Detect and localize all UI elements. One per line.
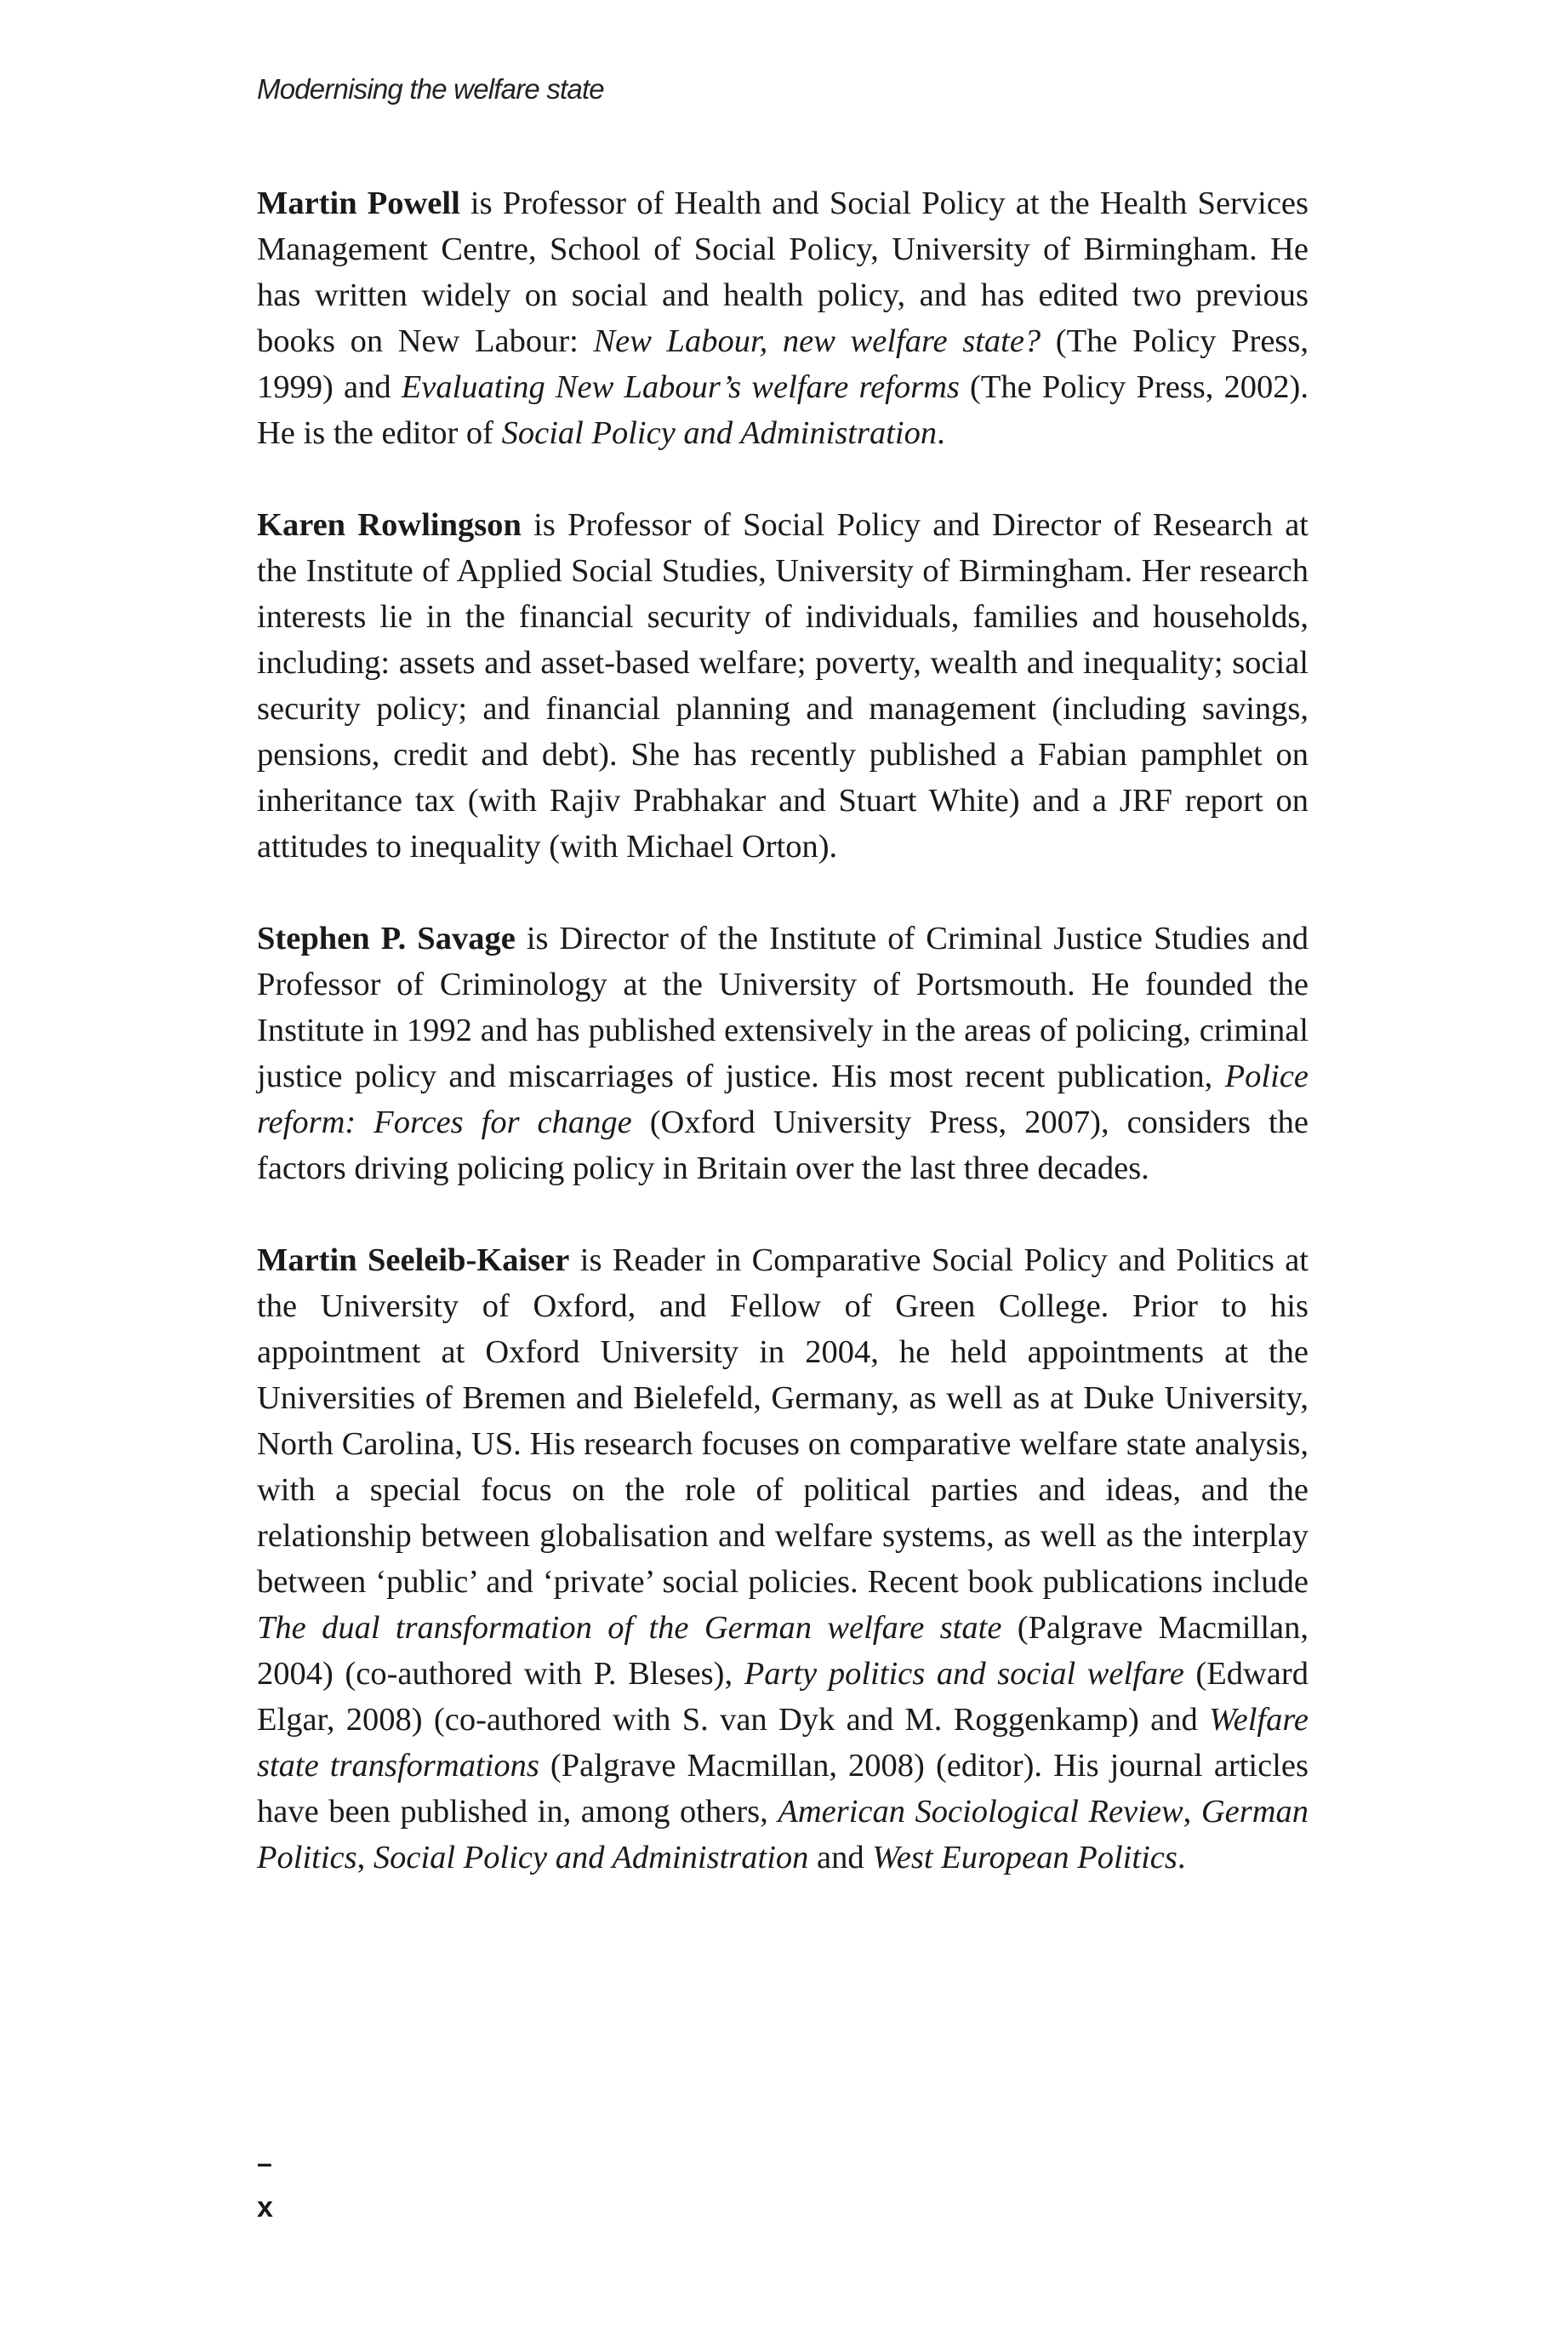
bio-text: is Director of the Institute of Criminal Justice Studies and Professor of Criminology at the University of Portsmouth. He founded the Institute in 1992 and has published extensively in the areas of policing, criminal justice policy and miscarriages of justice. His most recent publication, [257,921,1309,1094]
contributor-bio [257,180,1309,456]
publication-title: American Sociological Review [778,1794,1183,1830]
publication-title: West European Politics [872,1840,1177,1875]
bio-text: (The Policy Press, 2002). He is the editor of [257,369,1309,451]
publication-title: Welfare state transformations [257,1702,1309,1784]
contributor-bios [257,180,1309,1927]
publication-title: New Labour, new welfare state? [593,323,1041,359]
bio-text: (Palgrave Macmillan, 2004) (co-authored with P. Bleses), [257,1610,1309,1692]
publication-title: German Politics [257,1794,1309,1875]
bio-text: , [1183,1794,1201,1830]
contributor-name: Martin Seeleib-Kaiser [257,1242,570,1278]
bio-text: . [937,415,945,451]
page-number: x [257,2191,273,2224]
publication-title: Social Policy and Administration [373,1840,809,1875]
bio-text: is Professor of Health and Social Policy at the Health Services Management Centre, School of Social Policy, University of Birmingham. He has written widely on social and health policy, and has edited two previous books on New Labour: [257,186,1309,359]
bio-text: is Professor of Social Policy and Director of Research at the Institute of Applied Social Studies, University of Birmingham. Her research interests lie in the financial security of individuals, families and households, including: assets and asset-based welfare; poverty, wealth and inequality; social security policy; and financial planning and management (including savings, pensions, credit and debt). She has recently published a Fabian pamphlet on inheritance tax (with Rajiv Prabhakar and Stuart White) and a JRF report on attitudes to inequality (with Michael Orton). [257,507,1309,865]
contributor-name: Karen Rowlingson [257,507,522,543]
publication-title: The dual transformation of the German welfare state [257,1610,1002,1646]
bio-text: (Palgrave Macmillan, 2008) (editor). His journal articles have been published in, among others, [257,1748,1309,1830]
publication-title: Police reform: Forces for change [257,1059,1309,1140]
contributor-name: Stephen P. Savage [257,921,516,956]
bio-text: is Reader in Comparative Social Policy and Politics at the University of Oxford, and Fellow of Green College. Prior to his appointment at Oxford University in 2004, he held appointments at the Universities of Bremen and Bielefeld, Germany, as well as at Duke University, North Carolina, US. His research focuses on comparative welfare state analysis, with a special focus on the role of political parties and ideas, and the relationship between globalisation and welfare systems, as well as the interplay between ‘public’ and ‘private’ social policies. Recent book publications include [257,1242,1309,1600]
contributor-bio [257,1237,1309,1881]
contributor-bio [257,502,1309,870]
bio-text: (The Policy Press, 1999) and [257,323,1309,405]
bio-text: (Edward Elgar, 2008) (co-authored with S. van Dyk and M. Roggenkamp) and [257,1656,1309,1738]
contributor-name: Martin Powell [257,186,460,221]
publication-title: Social Policy and Administration [501,415,938,451]
publication-title: Evaluating New Labour’s welfare reforms [401,369,960,405]
folio-dash: – [257,2148,272,2178]
bio-text: (Oxford University Press, 2007), considers the factors driving policing policy in Britain over the last three decades. [257,1105,1309,1186]
bio-text: . [1177,1840,1186,1875]
contributor-bio [257,916,1309,1191]
bio-text: and [808,1840,873,1875]
publication-title: Party politics and social welfare [744,1656,1184,1692]
running-header: Modernising the welfare state [257,73,604,105]
bio-text: , [356,1840,373,1875]
